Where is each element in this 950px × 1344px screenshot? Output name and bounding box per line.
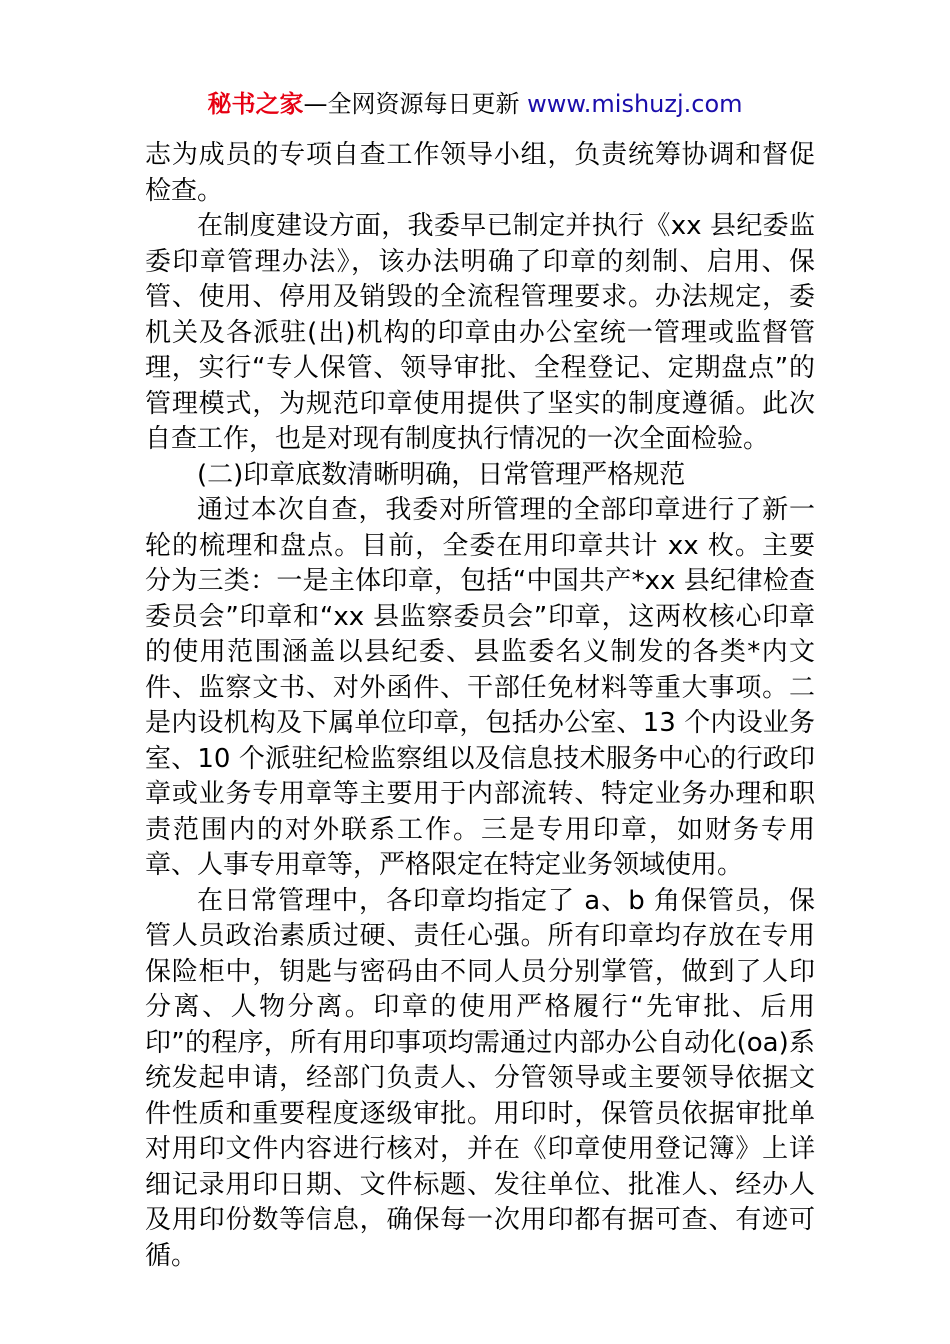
site-header: [0, 88, 950, 120]
section-heading: (二)印章底数清晰明确，日常管理严格规范: [197, 459, 686, 490]
site-url-link[interactable]: www.mishuzj.com: [527, 90, 743, 118]
brand-name: 秘书之家: [207, 90, 304, 118]
header-tagline: —全网资源每日更新: [303, 90, 528, 118]
document-body: [145, 138, 815, 1274]
paragraph-continued: 志为成员的专项自查工作领导小组，负责统筹协调和督促检查。: [145, 140, 815, 206]
paragraph-daily-management: 在日常管理中，各印章均指定了 a、b 角保管员，保管人员政治素质过硬、责任心强。所有印章均存放在专用保险柜中，钥匙与密码由不同人员分别掌管，做到了人印分离、人物分离。印章的使用严格履行“先审批、后用印”的程序，所有用印事项均需通过内部办公自动化(oa)系统发起申请，经部门负责人、分管领导或主要领导依据文件性质和重要程度逐级审批。用印时，保管员依据审批单对用印文件内容进行核对，并在《印章使用登记簿》上详细记录用印日期、文件标题、发往单位、批准人、经办人及用印份数等信息，确保每一次用印都有据可查、有迹可循。: [145, 885, 815, 1271]
paragraph-system-building: 在制度建设方面，我委早已制定并执行《xx 县纪委监委印章管理办法》，该办法明确了印章的刻制、启用、保管、使用、停用及销毁的全流程管理要求。办法规定，委机关及各派驻(出)机构的印章由办公室统一管理或监督管理，实行“专人保管、领导审批、全程登记、定期盘点”的管理模式，为规范印章使用提供了坚实的制度遵循。此次自查工作，也是对现有制度执行情况的一次全面检验。: [145, 211, 815, 454]
paragraph-seal-inventory: 通过本次自查，我委对所管理的全部印章进行了新一轮的梳理和盘点。目前，全委在用印章共计 xx 枚。主要分为三类：一是主体印章，包括“中国共产*xx 县纪律检查委员会”印章和“xx 县监察委员会”印章，这两枚核心印章的使用范围涵盖以县纪委、县监委名义制发的各类*内文件、监察文书、对外函件、干部任免材料等重大事项。二是内设机构及下属单位印章，包括办公室、13 个内设业务室、10 个派驻纪检监察组以及信息技术服务中心的行政印章或业务专用章等主要用于内部流转、特定业务办理和职责范围内的对外联系工作。三是专用印章，如财务专用章、人事专用章等，严格限定在特定业务领域使用。: [145, 495, 815, 880]
